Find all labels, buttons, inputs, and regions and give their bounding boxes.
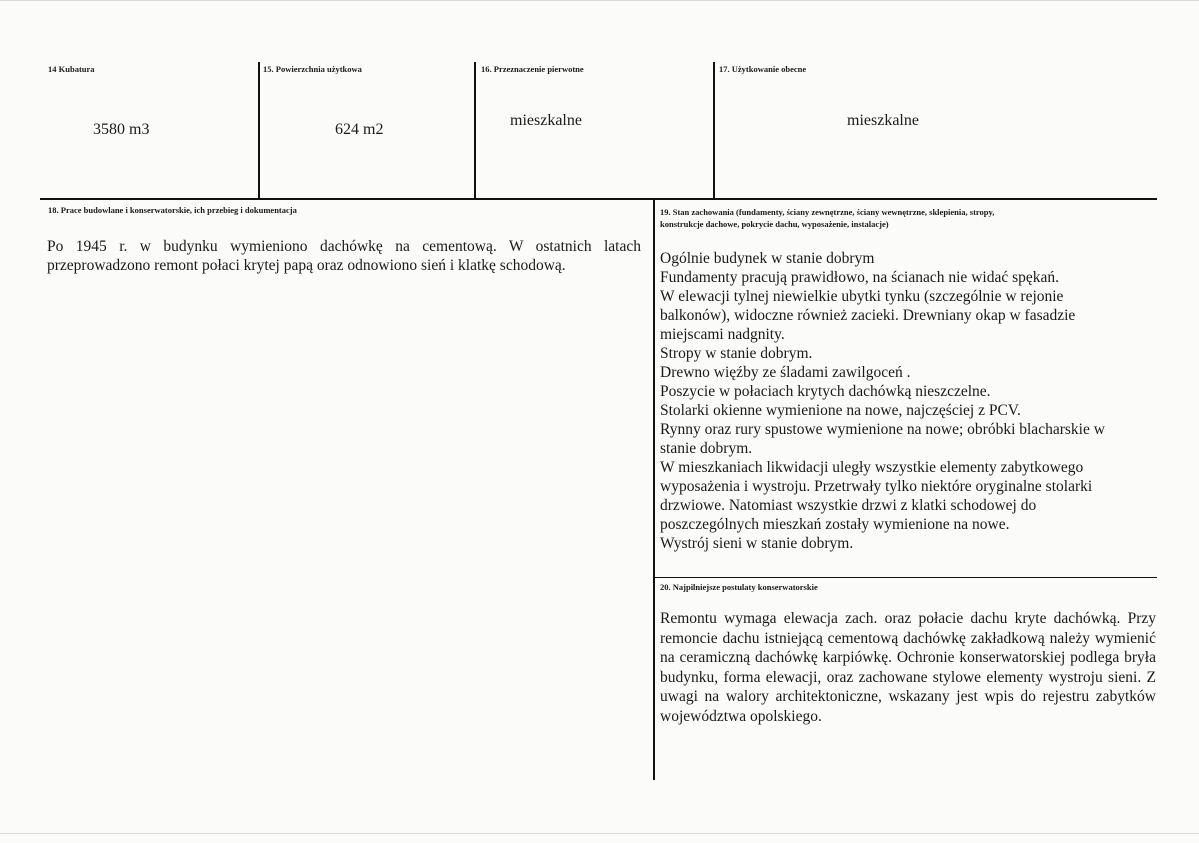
section-19-line: Fundamenty pracują prawidłowo, na ścianach nie widać spękań. bbox=[660, 269, 1059, 286]
divider-v-15-16 bbox=[474, 62, 476, 200]
section-19-line: poszczególnych mieszkań zostały wymienione na nowe. bbox=[660, 516, 1010, 533]
section-18-text: Po 1945 r. w budynku wymieniono dachówkę na cementową. W ostatnich latach przeprowadzono remont połaci krytej papą oraz odnowiono sień i klatkę schodową. bbox=[47, 238, 641, 274]
section-19-line: drzwiowe. Natomiast wszystkie drzwi z klatki schodowej do bbox=[660, 497, 1037, 514]
cell-15-value: 624 m2 bbox=[335, 121, 384, 138]
section-19-label bbox=[660, 206, 1160, 230]
divider-h-top-row bbox=[40, 198, 1157, 200]
section-19-line: W mieszkaniach likwidacji uległy wszystkie elementy zabytkowego bbox=[660, 459, 1084, 476]
section-19-label-line-2: konstrukcje dachowe, pokrycie dachu, wyposażenie, instalacje) bbox=[660, 219, 889, 229]
section-19-line: W elewacji tylnej niewielkie ubytki tynku (szczególnie w rejonie bbox=[660, 288, 1064, 305]
section-20-label: 20. Najpilniejsze postulaty konserwatorskie bbox=[660, 582, 818, 592]
divider-v-14-15 bbox=[258, 62, 260, 200]
section-18-label: 18. Prace budowlane i konserwatorskie, ich przebieg i dokumentacja bbox=[48, 205, 297, 215]
cell-17-label: 17. Użytkowanie obecne bbox=[719, 64, 807, 74]
section-19-text bbox=[660, 249, 1160, 553]
section-19-line: balkonów), widoczne również zacieki. Drewniany okap w fasadzie bbox=[660, 307, 1076, 324]
section-19-line: Poszycie w połaciach krytych dachówką nieszczelne. bbox=[660, 383, 991, 400]
cell-17-value: mieszkalne bbox=[847, 112, 919, 129]
section-19-line: wyposażenia i wystroju. Przetrwały tylko niektóre oryginalne stolarki bbox=[660, 478, 1093, 495]
section-19-line: Ogólnie budynek w stanie dobrym bbox=[660, 250, 875, 267]
divider-h-19-20 bbox=[654, 577, 1157, 578]
cell-15-label: 15. Powierzchnia użytkowa bbox=[263, 64, 362, 74]
section-19-line: Stropy w stanie dobrym. bbox=[660, 345, 813, 362]
section-19-line: Drewno więźby ze śladami zawilgoceń . bbox=[660, 364, 911, 381]
scan-edge-bottom bbox=[0, 833, 1199, 834]
scan-edge-top bbox=[0, 0, 1199, 1]
divider-v-18-19 bbox=[653, 198, 655, 780]
section-19-line: Rynny oraz rury spustowe wymienione na nowe; obróbki blacharskie w bbox=[660, 421, 1105, 438]
cell-16-label: 16. Przeznaczenie pierwotne bbox=[481, 64, 584, 74]
section-19-label-line-1: 19. Stan zachowania (fundamenty, ściany zewnętrzne, ściany wewnętrzne, sklepienia, stropy, bbox=[660, 207, 995, 217]
divider-v-16-17 bbox=[713, 62, 715, 200]
section-19-line: miejscami nadgnity. bbox=[660, 326, 785, 343]
cell-16-value: mieszkalne bbox=[510, 112, 582, 129]
section-20-text: Remontu wymaga elewacja zach. oraz połacie dachu kryte dachówką. Przy remoncie dachu istniejącą cementową dachówkę zakładkową należy wymienić na ceramiczną dachówkę karpiówkę. Ochronie konserwatorskiej podlega bryła budynku, forma elewacji, oraz zachowane stylowe elementy wystroju sieni. Z uwagi na walory architektoniczne, wskazany jest wpis do rejestru zabytków województwa opolskiego. bbox=[660, 610, 1156, 725]
section-19-line: Wystrój sieni w stanie dobrym. bbox=[660, 535, 854, 552]
section-19-line: stanie dobrym. bbox=[660, 440, 753, 457]
cell-14-label: 14 Kubatura bbox=[48, 64, 95, 74]
cell-14-value: 3580 m3 bbox=[93, 121, 150, 138]
section-19-line: Stolarki okienne wymienione na nowe, najczęściej z PCV. bbox=[660, 402, 1021, 419]
